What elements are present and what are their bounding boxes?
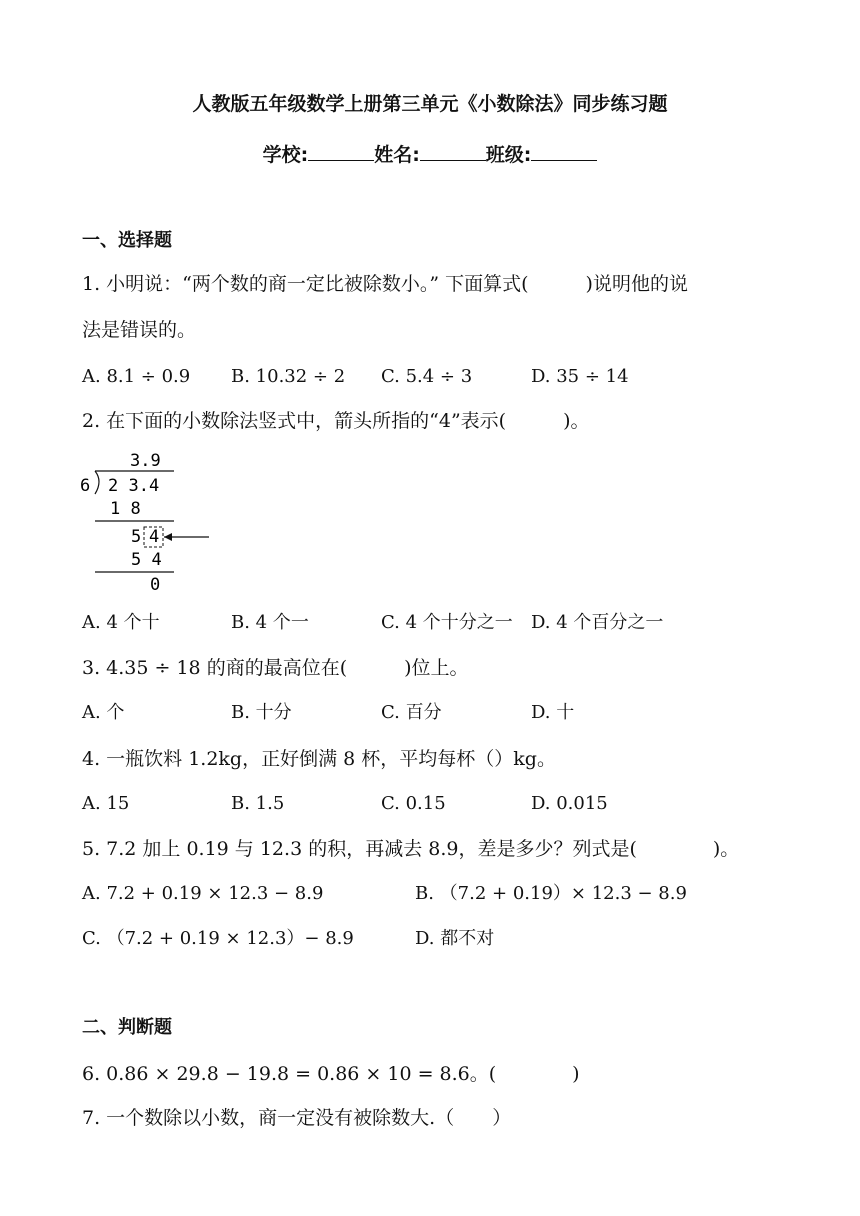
division-dividend: 2 3.4	[108, 476, 160, 496]
question-1-line2: 法是错误的。	[82, 319, 197, 341]
student-info-row	[0, 140, 860, 167]
q1-option-a[interactable]: A. 8.1 ÷ 0.9	[82, 366, 191, 387]
division-quotient: 3.9	[130, 451, 161, 471]
section-title-choice: 一、选择题	[82, 230, 172, 251]
class-blank[interactable]	[531, 140, 597, 161]
question-7-text: 7. 一个数除以小数，商一定没有被除数大.（ ）	[82, 1107, 512, 1129]
q5-option-c[interactable]: C. （7.2 + 0.19 × 12.3）− 8.9	[82, 928, 354, 949]
division-step3: 5 4	[131, 550, 162, 570]
q4-option-b[interactable]: B. 1.5	[231, 793, 285, 814]
q2-option-b[interactable]: B. 4 个一	[231, 612, 309, 633]
division-step2-ones: 4	[149, 527, 160, 547]
q3-option-b[interactable]: B. 十分	[231, 702, 292, 723]
school-blank[interactable]	[308, 140, 374, 161]
question-3-text: 3. 4.35 ÷ 18 的商的最高位在( )位上。	[82, 657, 469, 679]
q2-option-a[interactable]: A. 4 个十	[82, 612, 160, 633]
name-label: 姓名:	[374, 144, 420, 166]
q4-option-d[interactable]: D. 0.015	[531, 793, 608, 814]
q3-option-c[interactable]: C. 百分	[381, 702, 442, 723]
q1-option-c[interactable]: C. 5.4 ÷ 3	[381, 366, 473, 387]
q5-option-b[interactable]: B. （7.2 + 0.19）× 12.3 − 8.9	[415, 883, 687, 904]
q1-option-b[interactable]: B. 10.32 ÷ 2	[231, 366, 346, 387]
q1-option-d[interactable]: D. 35 ÷ 14	[531, 366, 629, 387]
division-bracket	[95, 471, 99, 494]
page-title: 人教版五年级数学上册第三单元《小数除法》同步练习题	[192, 93, 668, 115]
class-label: 班级:	[485, 144, 532, 166]
q3-option-d[interactable]: D. 十	[531, 702, 575, 723]
q2-option-d[interactable]: D. 4 个百分之一	[531, 612, 664, 633]
question-4-text: 4. 一瓶饮料 1.2kg，正好倒满 8 杯，平均每杯（）kg。	[82, 748, 556, 770]
name-blank[interactable]	[420, 140, 486, 161]
long-division-figure	[72, 448, 222, 596]
question-2-text: 2. 在下面的小数除法竖式中，箭头所指的“4”表示( )。	[82, 410, 590, 432]
division-remainder: 0	[150, 575, 161, 595]
question-5-text: 5. 7.2 加上 0.19 与 12.3 的积，再减去 8.9，差是多少？列式是( )。	[82, 838, 740, 860]
division-step1: 1 8	[110, 499, 141, 519]
q5-option-a[interactable]: A. 7.2 + 0.19 × 12.3 − 8.9	[82, 883, 324, 904]
school-label: 学校:	[262, 144, 309, 166]
q3-option-a[interactable]: A. 个	[82, 702, 125, 723]
q2-option-c[interactable]: C. 4 个十分之一	[381, 612, 513, 633]
division-step2-tens: 5	[131, 527, 142, 547]
question-1-line1: 1. 小明说：“两个数的商一定比被除数小。” 下面算式( )说明他的说	[82, 273, 688, 295]
arrow-left-icon	[164, 533, 172, 541]
question-6-text: 6. 0.86 × 29.8 − 19.8 = 0.86 × 10 = 8.6。( )	[82, 1063, 580, 1085]
q4-option-a[interactable]: A. 15	[82, 793, 130, 814]
section-title-judgement: 二、判断题	[82, 1017, 172, 1038]
division-divisor: 6	[80, 476, 91, 496]
q5-option-d[interactable]: D. 都不对	[415, 928, 495, 949]
q4-option-c[interactable]: C. 0.15	[381, 793, 446, 814]
